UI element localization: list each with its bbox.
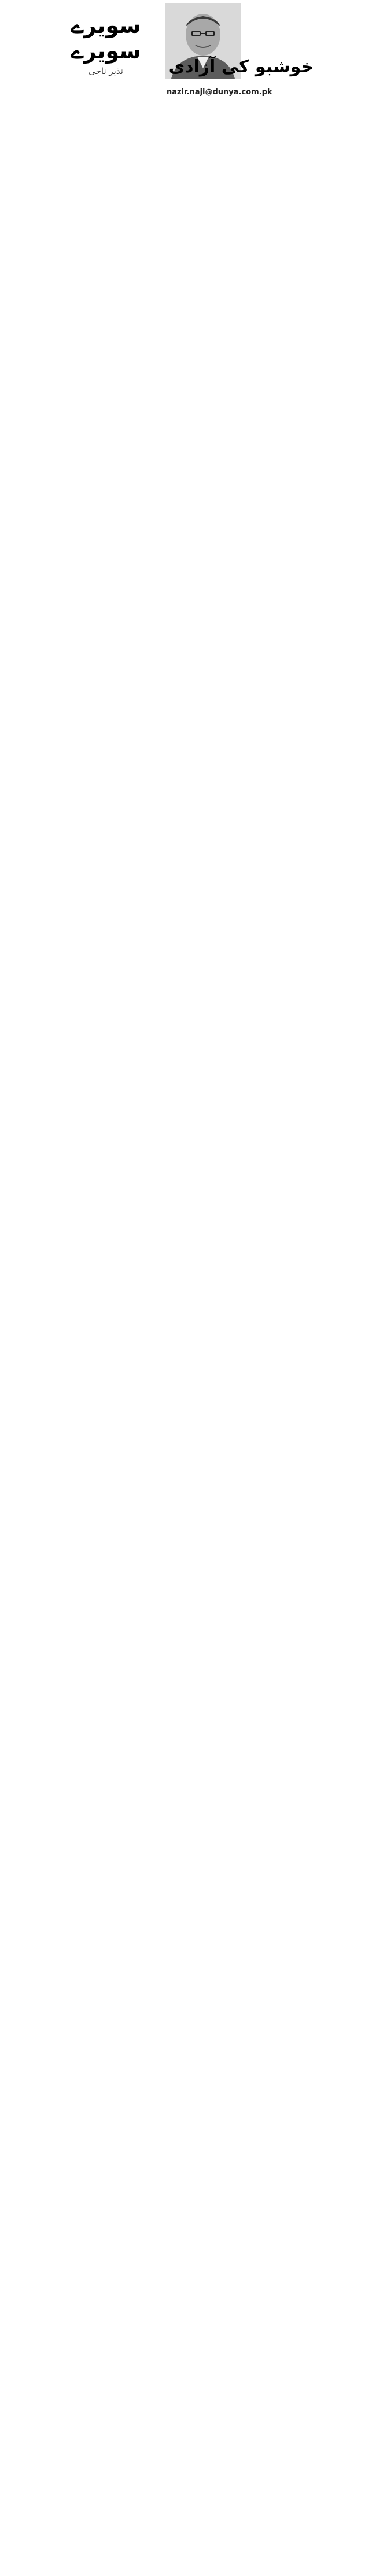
author-email[interactable]: nazir.naji@dunya.com.pk [167,88,272,97]
column-header [10,0,366,121]
column-headline: خوشبو کی آزادی [168,57,314,77]
column-logo [51,13,161,76]
column-logo-text: سویرے سویرے [71,13,141,64]
column-logo-author: نذیر ناجی [89,66,123,76]
